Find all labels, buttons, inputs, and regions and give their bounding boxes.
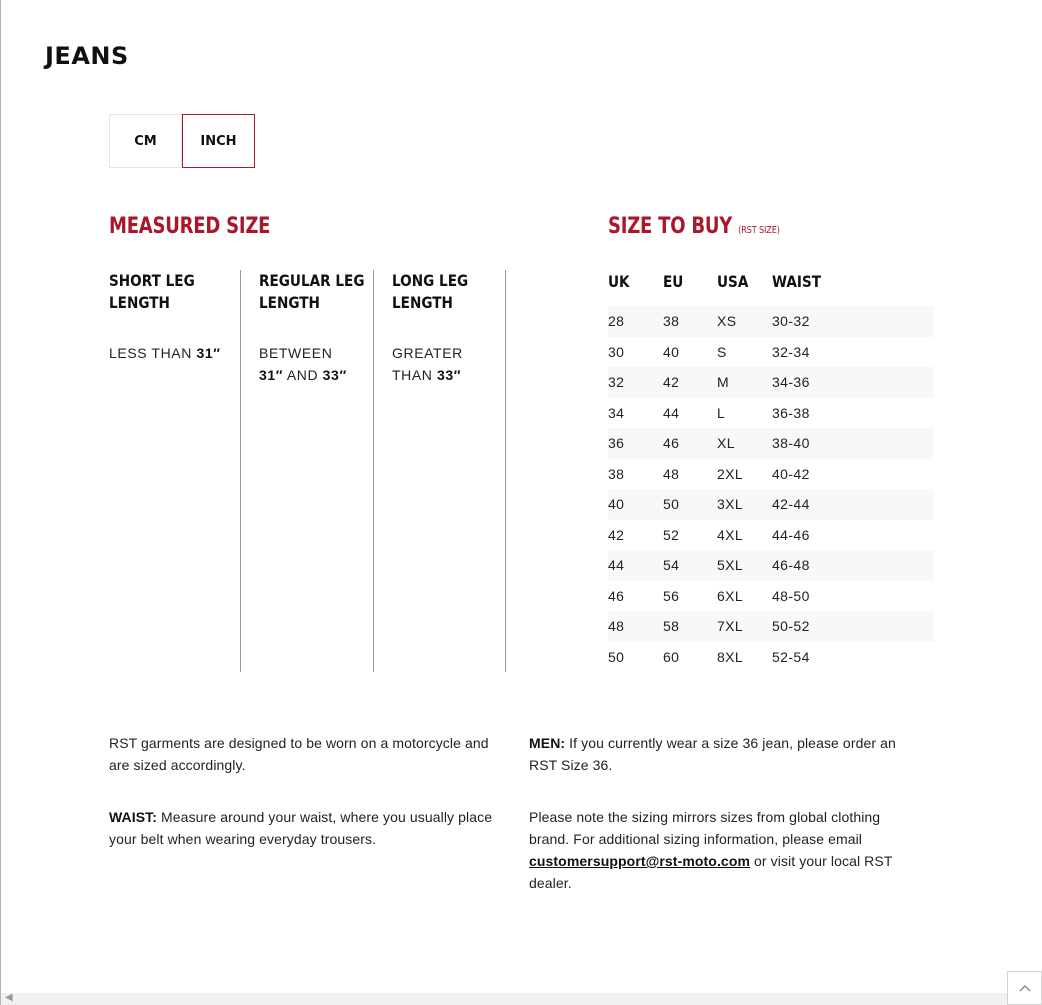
global-note-line3: or visit your local RST [750,853,893,869]
men-label: MEN: [529,735,566,751]
size-table-body [608,306,934,672]
cell-waist: 50-52 [772,618,810,635]
cell-usa: 5XL [717,557,744,574]
regular-leg-header-line1: REGULAR LEG [259,271,365,290]
regular-leg-and: AND [286,367,319,383]
cell-eu: 58 [663,618,680,635]
cell-uk: 42 [608,526,625,543]
cell-eu: 50 [663,496,680,513]
scroll-left-arrow-icon[interactable]: ◀ [5,992,13,1003]
cell-waist: 32-34 [772,343,810,360]
size-to-buy-title: SIZE TO BUY [608,214,733,239]
unit-inch-button[interactable]: INCH [182,114,255,168]
cell-waist: 44-46 [772,526,810,543]
cell-waist: 48-50 [772,587,810,604]
global-sizing-note [529,806,929,894]
short-leg-header-line1: SHORT LEG [109,271,195,290]
cell-eu: 60 [663,648,680,665]
cell-eu: 56 [663,587,680,604]
long-leg-value [392,342,463,386]
cell-uk: 50 [608,648,625,665]
cell-eu: 54 [663,557,680,574]
cell-eu: 38 [663,313,680,330]
long-leg-header-line2: LENGTH [392,293,453,312]
cell-usa: XS [717,313,737,330]
cell-uk: 32 [608,374,625,391]
header-eu: EU [663,272,684,291]
rst-size-subtitle: (RST SIZE) [738,225,780,236]
men-note-line2: RST Size 36. [529,757,613,773]
cell-eu: 48 [663,465,680,482]
cell-waist: 46-48 [772,557,810,574]
cell-usa: 4XL [717,526,744,543]
short-leg-prefix: LESS THAN [109,345,192,361]
global-note-line4: dealer. [529,875,572,891]
measured-size-heading: MEASURED SIZE [109,214,271,239]
cell-usa: XL [717,435,735,452]
customer-support-email-link[interactable]: customersupport@rst-moto.com [529,853,751,869]
cell-usa: 2XL [717,465,744,482]
horizontal-scrollbar[interactable] [1,993,1007,1005]
short-leg-column [109,270,241,672]
header-uk: UK [608,272,630,291]
long-leg-column [392,270,506,672]
short-leg-header [109,270,220,314]
regular-leg-prefix: BETWEEN [259,345,333,361]
regular-leg-header-line2: LENGTH [259,293,320,312]
long-leg-inch-value: 33″ [437,367,462,383]
cell-uk: 40 [608,496,625,513]
cell-uk: 30 [608,343,625,360]
waist-note [109,806,519,850]
cell-eu: 44 [663,404,680,421]
regular-leg-column [259,270,374,672]
cell-uk: 36 [608,435,625,452]
cell-uk: 34 [608,404,625,421]
cell-waist: 52-54 [772,648,810,665]
cell-eu: 52 [663,526,680,543]
men-note-line1: If you currently wear a size 36 jean, please order an [565,735,896,751]
size-to-buy-heading [608,214,780,239]
men-note [529,732,929,776]
page-title: JEANS [45,42,129,70]
header-waist: WAIST [772,272,822,291]
long-leg-than: THAN [392,367,433,383]
table-row [608,520,934,551]
cell-usa: M [717,374,730,391]
cell-eu: 40 [663,343,680,360]
cell-waist: 40-42 [772,465,810,482]
long-leg-header-line1: LONG LEG [392,271,469,290]
table-row [608,459,934,490]
cell-waist: 42-44 [772,496,810,513]
short-leg-value [109,342,221,364]
waist-note-line2: your belt when wearing everyday trousers. [109,831,377,847]
cell-usa: 8XL [717,648,744,665]
regular-leg-value [259,342,347,386]
cell-eu: 42 [663,374,680,391]
waist-label: WAIST: [109,809,158,825]
cell-eu: 46 [663,435,680,452]
garments-note-line1: RST garments are designed to be worn on a motorcycle and [109,735,489,751]
cell-uk: 38 [608,465,625,482]
garments-note-line2: are sized accordingly. [109,757,246,773]
unit-toggle [109,114,255,168]
cell-uk: 46 [608,587,625,604]
long-leg-header [392,270,488,314]
table-row [608,367,934,398]
table-row [608,489,934,520]
cell-uk: 48 [608,618,625,635]
regular-leg-min-value: 31″ [259,367,284,383]
table-row [608,611,934,642]
unit-cm-button[interactable]: CM [109,114,182,168]
cell-usa: 3XL [717,496,744,513]
header-usa: USA [717,272,749,291]
global-note-line1: Please note the sizing mirrors sizes from global clothing [529,809,881,825]
chevron-up-icon [1018,983,1032,993]
cell-waist: 30-32 [772,313,810,330]
regular-leg-header [259,270,365,314]
page-left-border [0,0,1,1005]
table-row [608,398,934,429]
cell-usa: L [717,404,726,421]
back-to-top-button[interactable] [1007,971,1042,1005]
short-leg-header-line2: LENGTH [109,293,170,312]
waist-note-line1: Measure around your waist, where you usually place [157,809,493,825]
cell-usa: 6XL [717,587,744,604]
garments-note [109,732,519,776]
table-row [608,550,934,581]
long-leg-prefix: GREATER [392,345,463,361]
size-table-header [608,272,934,294]
table-row [608,642,934,673]
cell-waist: 34-36 [772,374,810,391]
size-table [608,272,934,665]
cell-usa: 7XL [717,618,744,635]
cell-uk: 44 [608,557,625,574]
table-row [608,581,934,612]
cell-usa: S [717,343,727,360]
table-row [608,428,934,459]
regular-leg-max-value: 33″ [322,367,347,383]
table-row [608,306,934,337]
short-leg-inch-value: 31″ [196,345,221,361]
global-note-line2: brand. For additional sizing information, please email [529,831,863,847]
cell-uk: 28 [608,313,625,330]
cell-waist: 36-38 [772,404,810,421]
table-row [608,337,934,368]
cell-waist: 38-40 [772,435,810,452]
